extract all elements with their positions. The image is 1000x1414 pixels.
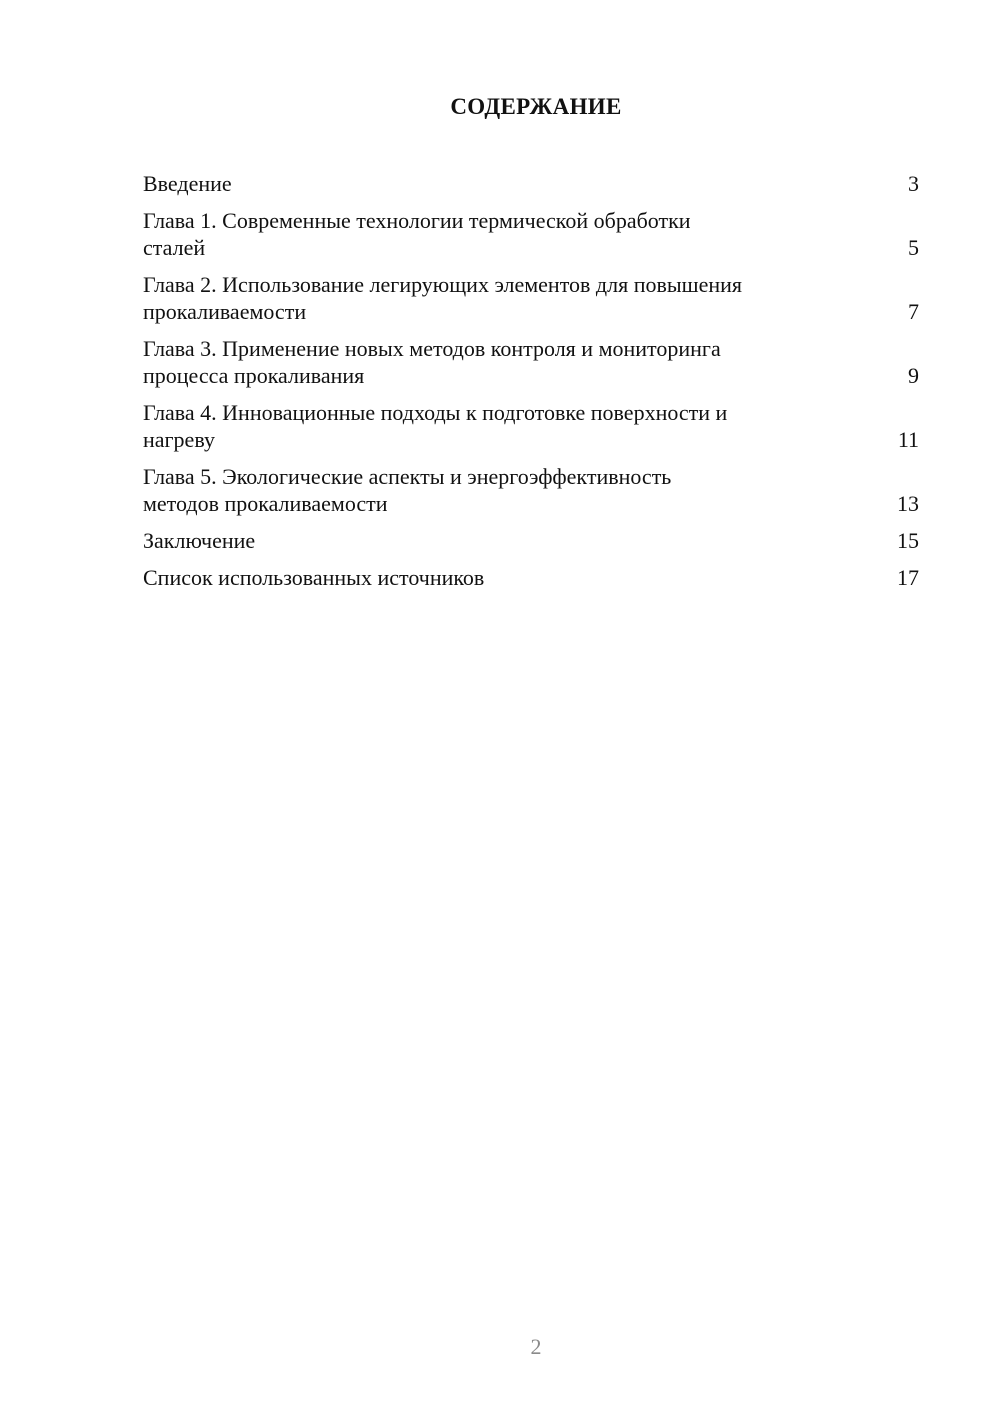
- toc-entry-text: [143, 527, 919, 554]
- toc-entry-line: Глава 4. Инновационные подходы к подготовке поверхности и: [143, 400, 728, 425]
- toc-entry-page: 13: [897, 491, 919, 516]
- toc-entry-line: прокаливаемости: [143, 299, 307, 324]
- toc-entry-text: [143, 207, 919, 261]
- toc-entry-line: нагреву: [143, 427, 215, 452]
- toc-entry-line: Глава 2. Использование легирующих элементов для повышения: [143, 272, 743, 297]
- toc-entry-line: Заключение: [143, 528, 256, 553]
- page-number: 2: [530, 1334, 542, 1359]
- toc-entry-page: 7: [908, 299, 919, 324]
- toc-entry-chapter-1: [143, 207, 919, 261]
- toc-entry-page: 15: [897, 528, 919, 553]
- toc-entry-line: Введение: [143, 171, 232, 196]
- toc-entry-page: 3: [908, 171, 919, 196]
- toc-entry-text: [143, 463, 919, 517]
- toc-entry-line: процесса прокаливания: [143, 363, 365, 388]
- toc-entry-references: [143, 564, 919, 591]
- toc-entry-line: Список использованных источников: [143, 565, 485, 590]
- toc-entry-text: [143, 399, 919, 453]
- toc-entry-conclusion: [143, 527, 919, 554]
- table-of-contents: [143, 170, 919, 601]
- toc-entry-page: 5: [908, 235, 919, 260]
- toc-entry-line: Глава 3. Применение новых методов контроля и мониторинга: [143, 336, 721, 361]
- toc-entry-text: [143, 564, 919, 591]
- toc-entry-text: [143, 271, 919, 325]
- toc-entry-chapter-3: [143, 335, 919, 389]
- toc-entry-line: сталей: [143, 235, 206, 260]
- toc-entry-line: методов прокаливаемости: [143, 491, 388, 516]
- toc-entry-line: Глава 1. Современные технологии термической обработки: [143, 208, 691, 233]
- toc-entry-chapter-5: [143, 463, 919, 517]
- toc-entry-line: Глава 5. Экологические аспекты и энергоэффективность: [143, 464, 672, 489]
- toc-entry-page: 9: [908, 363, 919, 388]
- toc-entry-chapter-4: [143, 399, 919, 453]
- toc-entry-introduction: [143, 170, 919, 197]
- toc-entry-chapter-2: [143, 271, 919, 325]
- toc-entry-page: 11: [897, 427, 919, 452]
- toc-entry-text: [143, 335, 919, 389]
- page-title: СОДЕРЖАНИЕ: [450, 94, 622, 119]
- toc-entry-page: 17: [897, 565, 919, 590]
- toc-entry-text: [143, 170, 919, 197]
